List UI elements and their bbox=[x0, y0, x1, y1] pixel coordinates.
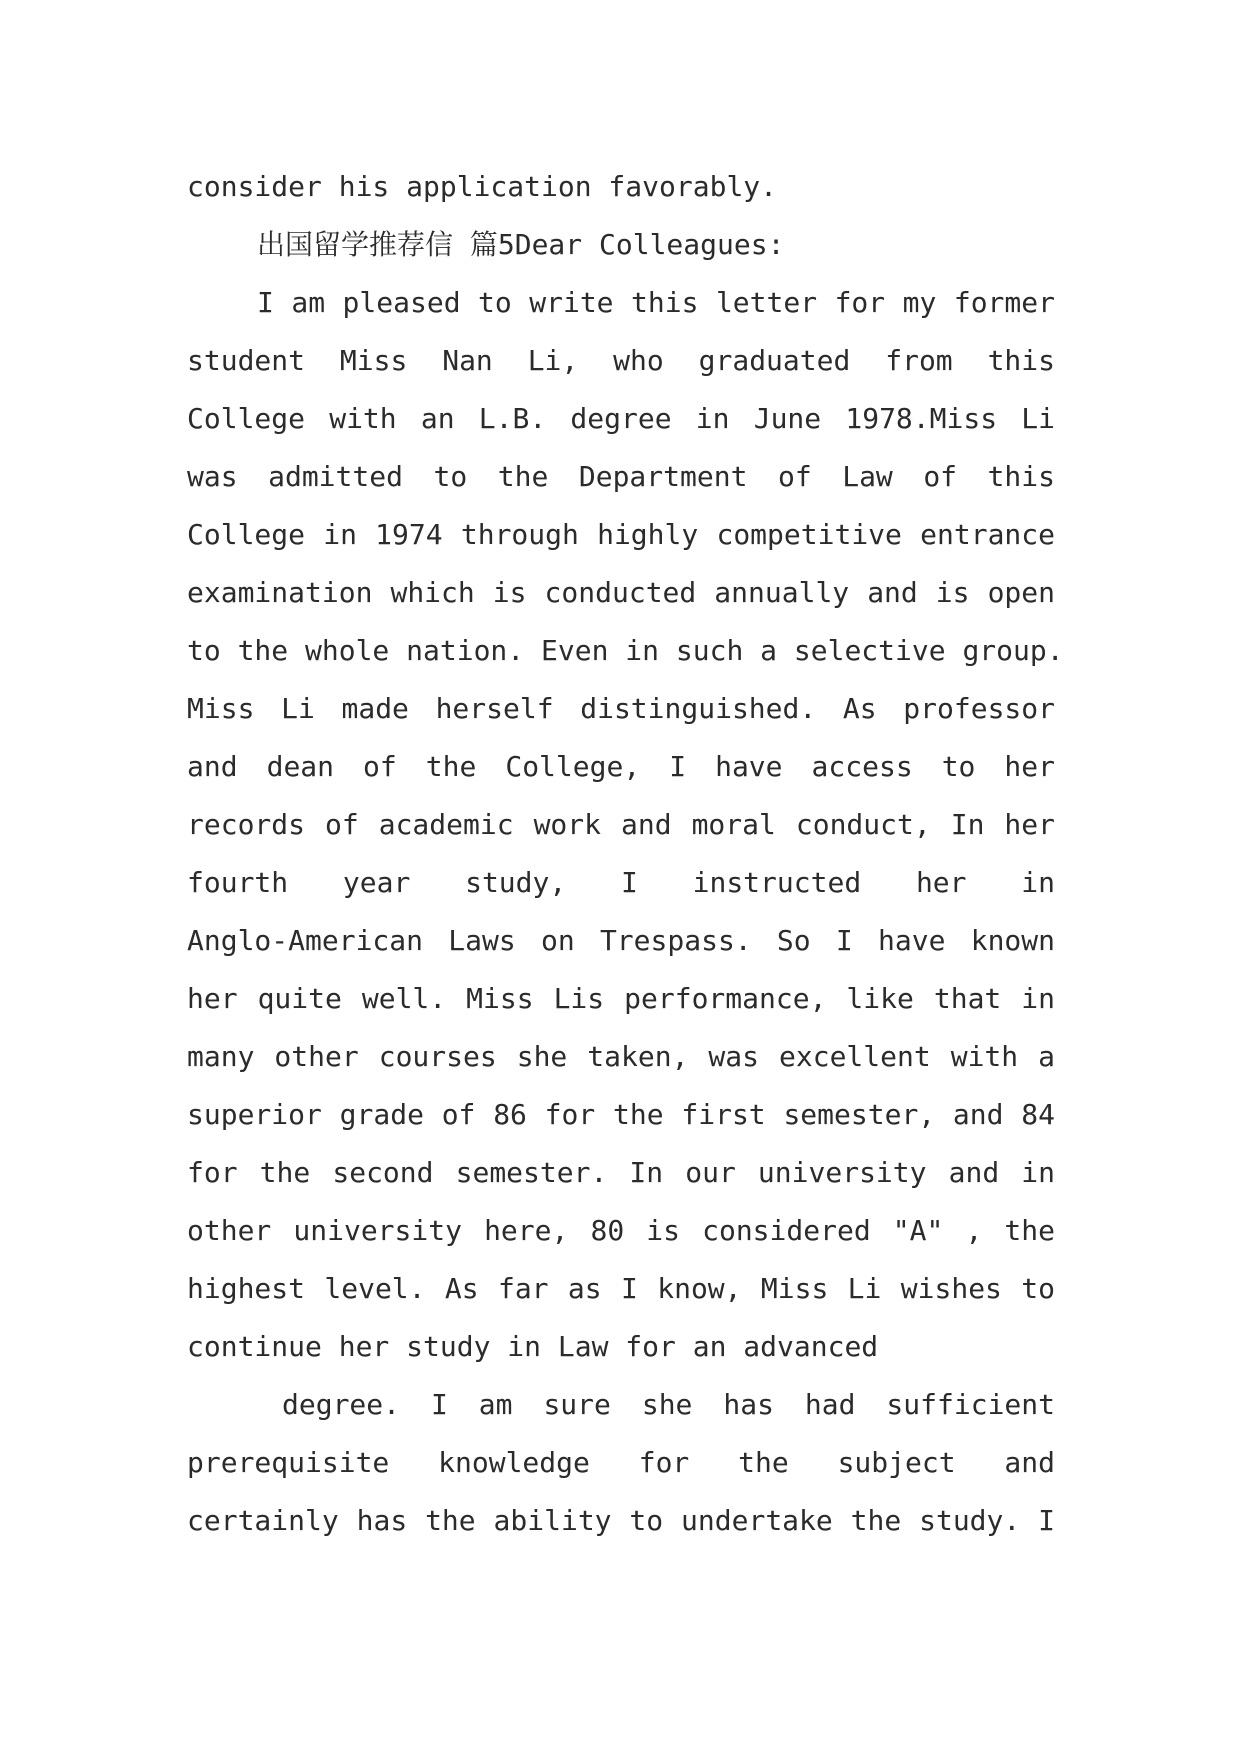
text-line: Anglo-American Laws on Trespass. So I have known bbox=[187, 924, 1055, 957]
text-line: degree. I am sure she has had sufficient bbox=[282, 1388, 1055, 1421]
text-line: superior grade of 86 for the first semester, and 84 bbox=[187, 1098, 1055, 1131]
letter-body bbox=[187, 158, 1064, 1550]
text-line: fourth year study, I instructed her in bbox=[187, 866, 1055, 899]
text-line: records of academic work and moral conduct, In her bbox=[187, 808, 1055, 841]
text-line: certainly has the ability to undertake the study. I bbox=[187, 1504, 1055, 1537]
text-line: I am pleased to write this letter for my former bbox=[257, 286, 1055, 319]
text-line: to the whole nation. Even in such a selective group. bbox=[187, 634, 1064, 667]
section-heading: 出国留学推荐信 篇5Dear Colleagues: bbox=[257, 228, 785, 261]
text-line: College with an L.B. degree in June 1978.Miss Li bbox=[187, 402, 1055, 435]
text-line: Miss Li made herself distinguished. As professor bbox=[187, 692, 1055, 725]
text-line: many other courses she taken, was excellent with a bbox=[187, 1040, 1055, 1073]
text-line: for the second semester. In our university and in bbox=[187, 1156, 1055, 1189]
text-line: her quite well. Miss Lis performance, like that in bbox=[187, 982, 1055, 1015]
text-line: College in 1974 through highly competitive entrance bbox=[187, 518, 1055, 551]
text-line: highest level. As far as I know, Miss Li wishes to bbox=[187, 1272, 1055, 1305]
text-line: student Miss Nan Li, who graduated from this bbox=[187, 344, 1055, 377]
text-line: and dean of the College, I have access to her bbox=[187, 750, 1055, 783]
text-line: consider his application favorably. bbox=[187, 170, 778, 203]
text-line: continue her study in Law for an advanced bbox=[187, 1330, 879, 1363]
text-line: examination which is conducted annually and is open bbox=[187, 576, 1055, 609]
text-line: was admitted to the Department of Law of this bbox=[187, 460, 1055, 493]
text-line: other university here, 80 is considered "A" , the bbox=[187, 1214, 1055, 1247]
text-line: prerequisite knowledge for the subject and bbox=[187, 1446, 1055, 1479]
